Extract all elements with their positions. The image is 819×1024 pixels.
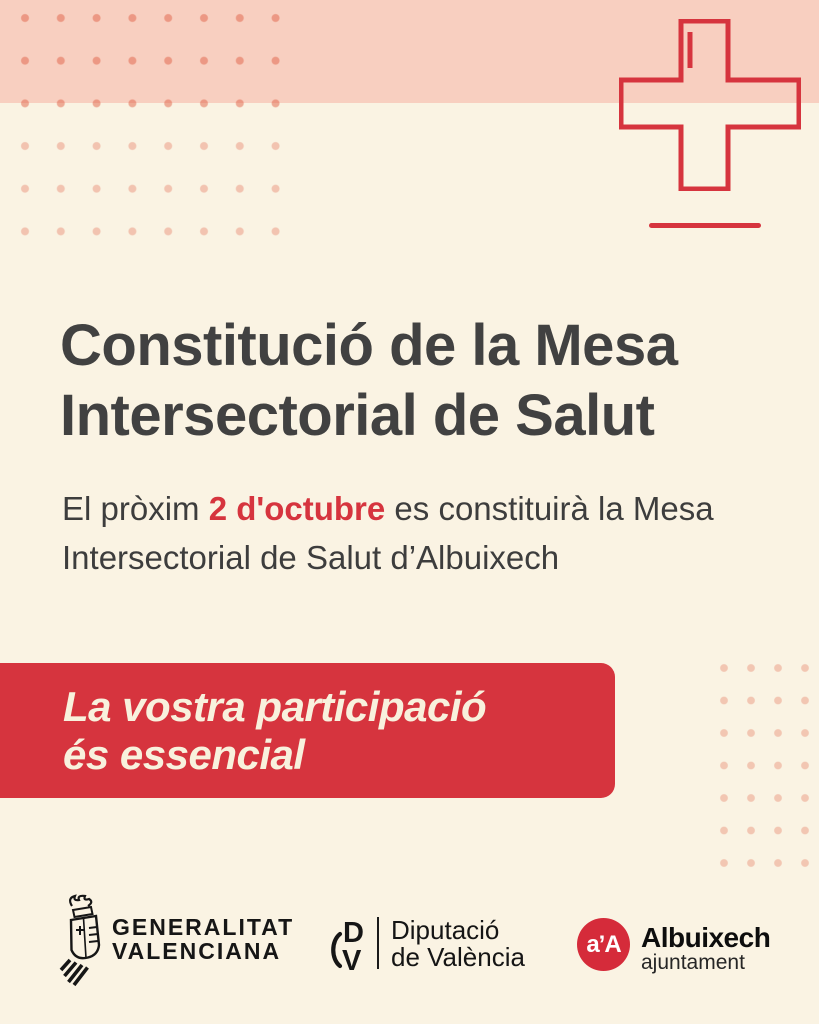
medical-cross-icon [619, 19, 801, 191]
subtitle-suffix: es constituirà la Mesa Intersectorial de Salut d’Albuixech [62, 490, 714, 576]
logo-diputacio-valencia [391, 917, 525, 971]
dot-grid-bottom-right [717, 660, 819, 888]
subtitle-prefix: El pròxim [62, 490, 209, 527]
monogram-d: D [343, 917, 364, 949]
albuixech-name: Albuixech [641, 922, 771, 953]
diputacio-line-2: de València [391, 942, 525, 972]
generalitat-line-2: VALENCIANA [112, 937, 282, 964]
logo-albuixech-ajuntament [641, 924, 770, 973]
albuixech-subtitle: ajuntament [641, 951, 745, 974]
banner-line-2: és essencial [63, 731, 305, 778]
dot-grid-top-left-lower [18, 138, 290, 244]
albuixech-badge-text: a’A [586, 930, 621, 958]
coat-of-arms-icon [58, 893, 106, 987]
generalitat-line-1: GENERALITAT [112, 914, 295, 940]
title-line-2: Intersectorial de Salut [60, 383, 655, 448]
albuixech-badge-icon [577, 918, 630, 971]
underline-accent [649, 223, 761, 228]
dv-monogram-icon [327, 914, 373, 972]
diputacio-line-1: Diputació [391, 915, 500, 945]
banner-line-1: La vostra participació [63, 683, 487, 730]
participation-banner [0, 663, 615, 798]
date-highlight: 2 d'octubre [208, 490, 386, 527]
title-line-1: Constitució de la Mesa [60, 313, 678, 378]
logo-divider [377, 917, 379, 969]
page-title [60, 311, 800, 451]
monogram-v: V [342, 945, 362, 972]
subtitle [62, 484, 752, 582]
logo-generalitat-valenciana [112, 916, 294, 963]
